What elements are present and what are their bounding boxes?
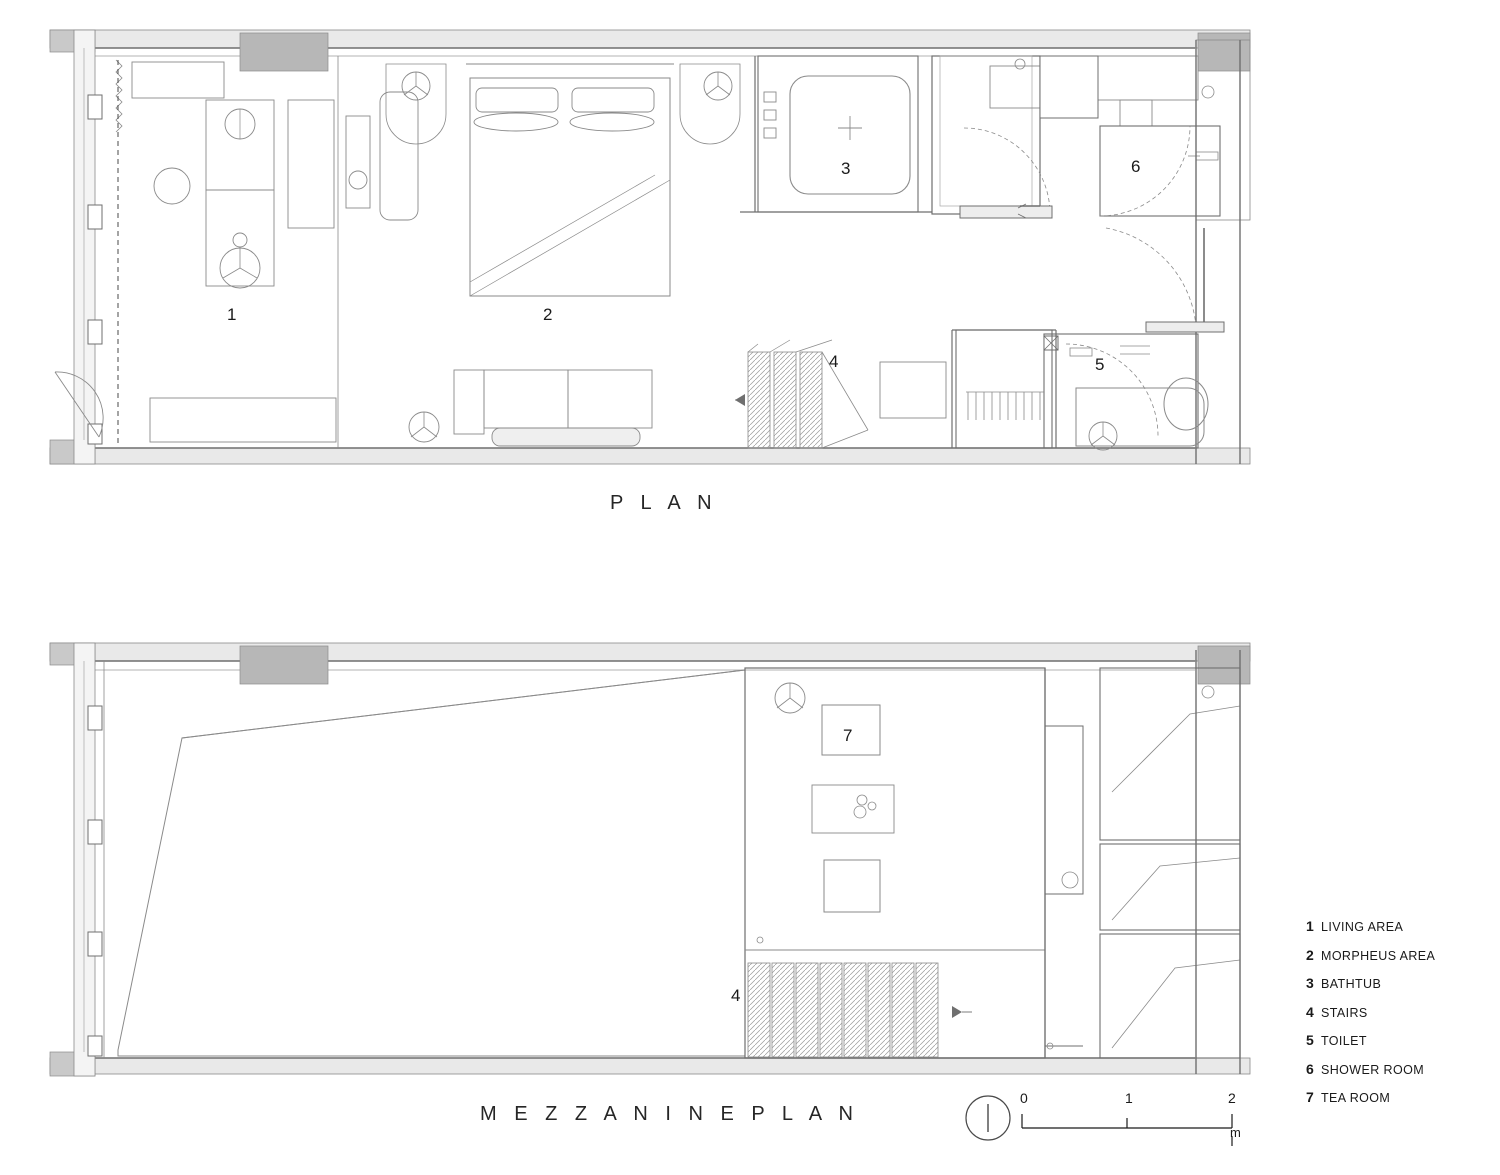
scale-tick-labels [1020,1090,1250,1108]
scale-unit-label: m [1230,1125,1241,1140]
room-number-6-upper: 6 [1131,157,1141,176]
legend-item-3 [1306,975,1496,991]
room-number-4-upper: 4 [829,352,839,371]
legend-label: SHOWER ROOM [1321,1062,1425,1077]
legend-label: TEA ROOM [1321,1091,1391,1105]
legend-label: LIVING AREA [1321,920,1404,934]
scale-tick-2: 2 [1228,1090,1236,1106]
legend-number: 1 [1306,918,1314,934]
legend-item-6 [1306,1061,1496,1077]
legend-item-1 [1306,918,1496,934]
legend-label: MORPHEUS AREA [1321,948,1436,963]
room-number-4-mezzanine: 4 [731,986,741,1005]
legend-item-7 [1306,1089,1496,1105]
legend-item-4 [1306,1004,1496,1020]
stairs-mezzanine [748,963,972,1057]
legend-item-5 [1306,1032,1496,1048]
upper-plan [50,30,1250,464]
room-number-1-upper: 1 [227,305,237,324]
legend-number: 3 [1306,975,1314,991]
room-number-7-mezzanine: 7 [843,726,853,745]
room-number-3-upper: 3 [841,159,851,178]
scale-bar [968,1090,1248,1150]
legend-label: STAIRS [1321,1005,1368,1020]
legend-item-2 [1306,947,1496,963]
plan-caption-lower: M E Z Z A N I N E P L A N [480,1103,859,1125]
legend-number: 7 [1306,1089,1314,1105]
legend-number: 5 [1306,1032,1314,1048]
scale-tick-1: 1 [1125,1090,1133,1106]
scale-tick-0: 0 [1020,1090,1028,1106]
room-number-2-upper: 2 [543,305,553,324]
legend-number: 6 [1306,1060,1314,1077]
legend-label: BATHTUB [1321,977,1382,991]
legend-label: TOILET [1321,1034,1367,1048]
room-number-5-upper: 5 [1095,355,1105,374]
legend-number: 2 [1306,946,1314,963]
stairs-upper [735,340,868,448]
legend-number: 4 [1306,1003,1314,1020]
mezzanine-plan [50,643,1250,1076]
legend [1306,918,1496,1118]
plan-caption-upper: P L A N [610,492,718,514]
